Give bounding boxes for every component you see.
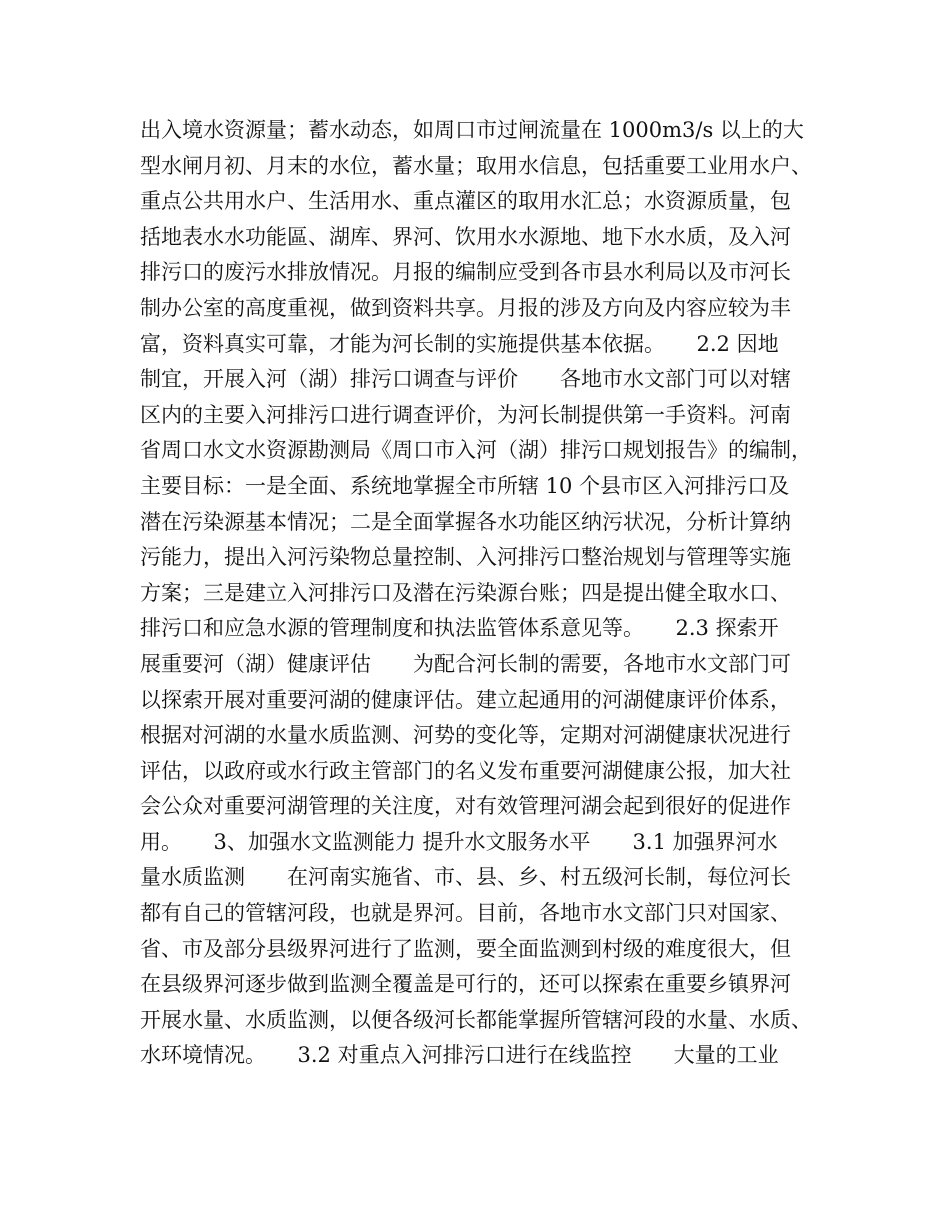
text-line: 区内的主要入河排污口进行调查评价，为河长制提供第一手资料。河南 — [140, 402, 791, 427]
text-line: 主要目标：一是全面、系统地掌握全市所辖 10 个县市区入河排污口及 — [140, 473, 790, 498]
text-line: 量水质监测 在河南实施省、市、县、乡、村五级河长制，每位河长 — [140, 865, 791, 890]
text-line: 省、市及部分县级界河进行了监测，要全面监测到村级的难度很大，但 — [140, 936, 791, 961]
text-line: 会公众对重要河湖管理的关注度，对有效管理河湖会起到很好的促进作 — [140, 794, 791, 819]
body-text — [140, 113, 840, 1074]
text-line: 制宜，开展入河（湖）排污口调查与评价 各地市水文部门可以对辖 — [140, 367, 791, 392]
text-line: 出入境水资源量；蓄水动态，如周口市过闸流量在 1000m3/s 以上的大 — [140, 118, 804, 142]
text-line: 方案；三是建立入河排污口及潜在污染源台账；四是提出健全取水口、 — [140, 580, 791, 605]
text-line: 省周口水文水资源勘测局《周口市入河（湖）排污口规划报告》的编制， — [140, 438, 812, 463]
text-line: 排污口和应急水源的管理制度和执法监管体系意见等。 2.3 探索开 — [140, 616, 779, 641]
text-line: 污能力，提出入河污染物总量控制、入河排污口整治规划与管理等实施 — [140, 545, 791, 570]
text-line: 都有自己的管辖河段，也就是界河。目前，各地市水文部门只对国家、 — [140, 901, 791, 926]
text-line: 富，资料真实可靠，才能为河长制的实施提供基本依据。 2.2 因地 — [140, 331, 779, 356]
text-line: 展重要河（湖）健康评估 为配合河长制的需要，各地市水文部门可 — [140, 651, 791, 676]
text-line: 开展水量、水质监测，以便各级河长都能掌握所管辖河段的水量、水质、 — [140, 1007, 812, 1032]
text-line: 以探索开展对重要河湖的健康评估。建立起通用的河湖健康评价体系， — [140, 687, 791, 712]
text-line: 括地表水水功能區、湖库、界河、饮用水水源地、地下水水质，及入河 — [140, 224, 791, 249]
text-line: 根据对河湖的水量水质监测、河势的变化等，定期对河湖健康状况进行 — [140, 723, 791, 748]
text-line: 型水闸月初、月末的水位，蓄水量；取用水信息，包括重要工业用水户、 — [140, 153, 812, 178]
text-line: 排污口的废污水排放情况。月报的编制应受到各市县水利局以及市河长 — [140, 260, 791, 285]
text-line: 在县级界河逐步做到监测全覆盖是可行的，还可以探索在重要乡镇界河 — [140, 972, 791, 997]
text-line: 潜在污染源基本情况；二是全面掌握各水功能区纳污状况，分析计算纳 — [140, 509, 791, 534]
text-line: 重点公共用水户、生活用水、重点灌区的取用水汇总；水资源质量，包 — [140, 189, 791, 214]
text-line: 制办公室的高度重视，做到资料共享。月报的涉及方向及内容应较为丰 — [140, 295, 791, 320]
text-line: 评估，以政府或水行政主管部门的名义发布重要河湖健康公报，加大社 — [140, 758, 791, 783]
text-line: 用。 3、加强水文监测能力 提升水文服务水平 3.1 加强界河水 — [140, 829, 778, 854]
text-line: 水环境情况。 3.2 对重点入河排污口进行在线监控 大量的工业 — [140, 1043, 779, 1068]
